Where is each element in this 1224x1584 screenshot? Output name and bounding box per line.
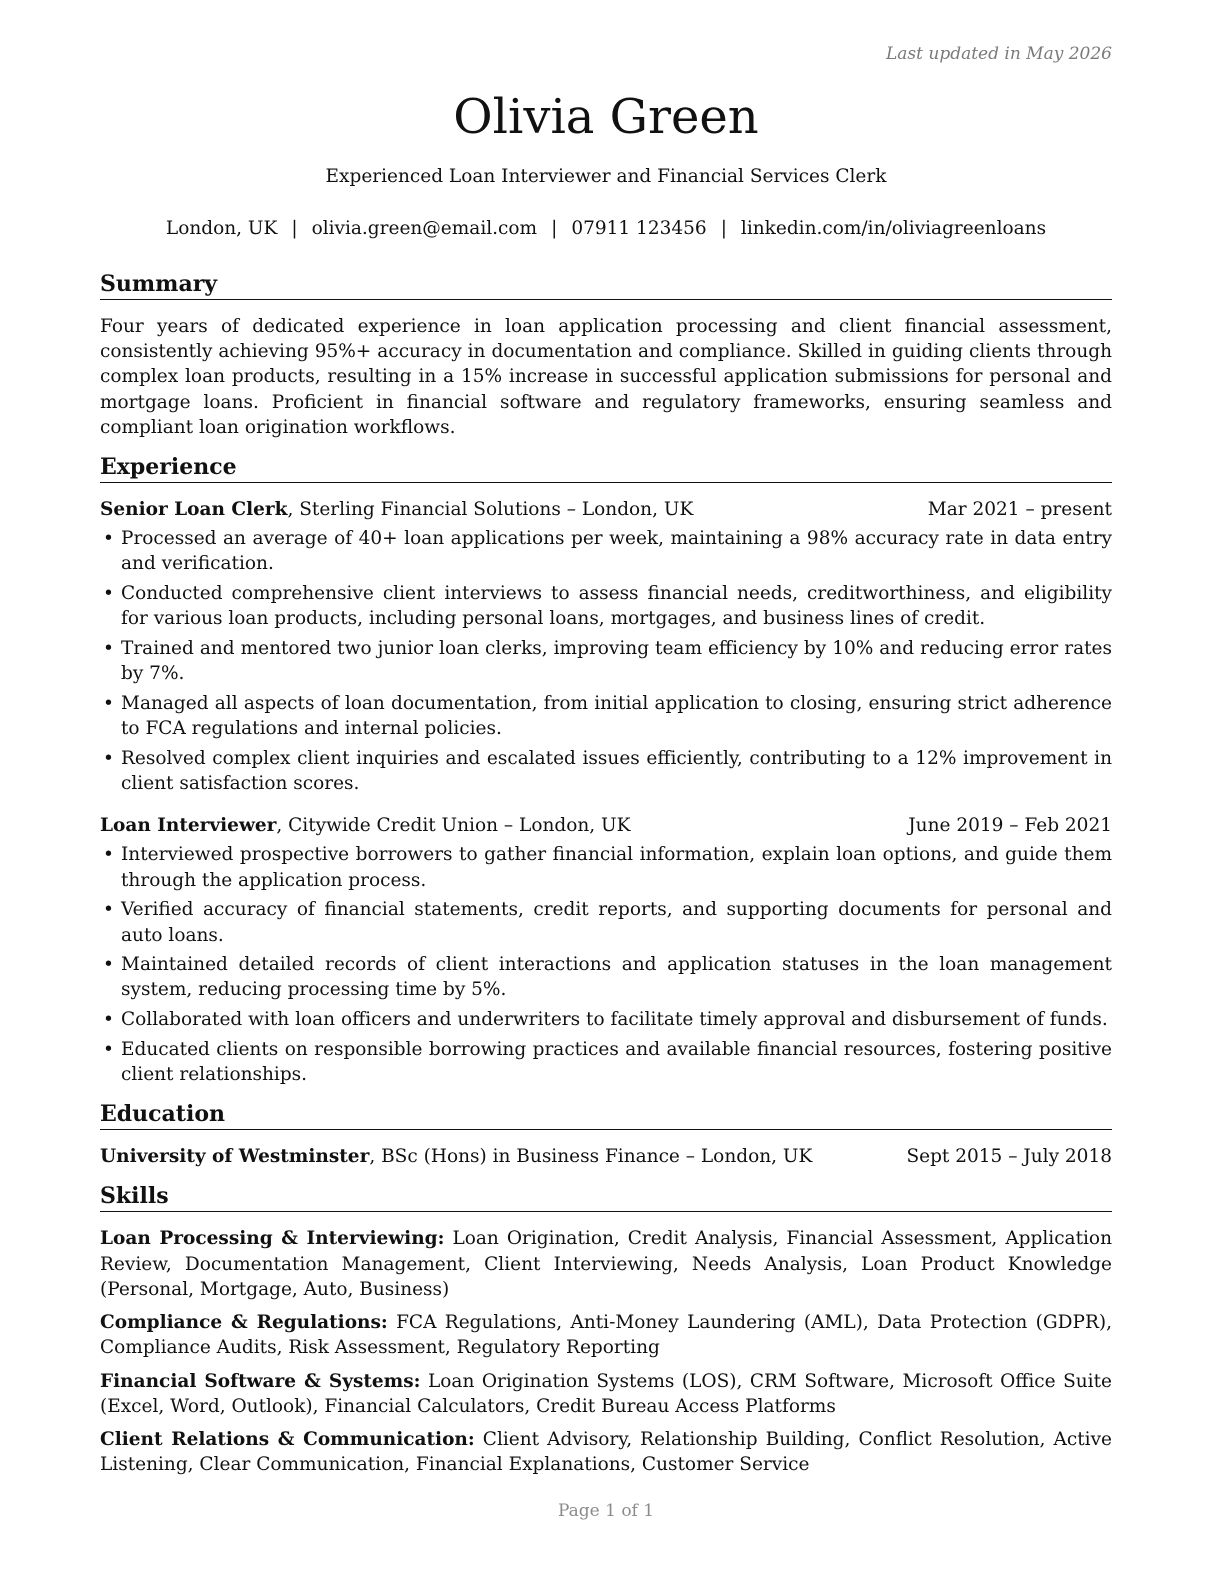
job-bullets	[100, 526, 1112, 796]
job-entry	[100, 813, 1112, 1087]
bullet-text: Maintained detailed records of client interactions and application statuses in the loan management system, reducing processing time by 5%.	[121, 954, 1112, 1001]
list-item	[100, 691, 1112, 741]
list-item	[100, 526, 1112, 576]
contact-line	[100, 218, 1112, 239]
skill-group	[100, 1310, 1112, 1360]
bullet-icon: •	[103, 528, 114, 550]
skill-group-items: Client Advisory, Relationship Building, Conflict Resolution, Active Listening, Clear Communication, Financial Explanations, Customer Service	[100, 1428, 1112, 1476]
skill-group-label: Loan Processing & Interviewing:	[100, 1228, 445, 1250]
job-header	[100, 813, 1112, 838]
education-dates: Sept 2015 – July 2018	[906, 1146, 1112, 1168]
education-title-line	[100, 1144, 812, 1169]
job-bullets	[100, 842, 1112, 1087]
bullet-icon: •	[103, 954, 114, 976]
bullet-text: Resolved complex client inquiries and escalated issues efficiently, contributing to a 12% improvement in client satisfaction scores.	[121, 747, 1112, 795]
skill-group	[100, 1427, 1112, 1477]
skill-group	[100, 1369, 1112, 1419]
experience-section	[100, 453, 1112, 1087]
list-item	[100, 1037, 1112, 1087]
bullet-icon: •	[103, 692, 114, 714]
bullet-icon: •	[103, 583, 114, 605]
skills-section	[100, 1182, 1112, 1477]
last-updated: Last updated in May 2026	[885, 44, 1112, 64]
candidate-name: Olivia Green	[453, 89, 759, 145]
skill-group-label: Compliance & Regulations:	[100, 1312, 388, 1334]
job-role: Senior Loan Clerk	[100, 499, 288, 521]
contact-location: London, UK	[165, 218, 278, 239]
bullet-text: Interviewed prospective borrowers to gather financial information, explain loan options, and guide them through the application process.	[121, 844, 1112, 891]
job-dates: June 2019 – Feb 2021	[908, 815, 1112, 837]
contact-linkedin[interactable]: linkedin.com/in/oliviagreenloans	[740, 218, 1047, 239]
headline: Experienced Loan Interviewer and Financial Services Clerk	[325, 166, 887, 187]
skill-group-label: Financial Software & Systems:	[100, 1370, 421, 1392]
job-org: , Sterling Financial Solutions – London, UK	[287, 499, 694, 521]
job-header	[100, 497, 1112, 522]
job-org: , Citywide Credit Union – London, UK	[276, 815, 631, 837]
contact-email[interactable]: olivia.green@email.com	[311, 218, 538, 239]
job-role: Loan Interviewer	[100, 815, 277, 837]
bullet-text: Processed an average of 40+ loan applications per week, maintaining a 98% accuracy rate in data entry and verification.	[121, 528, 1112, 575]
contact-separator: |	[551, 218, 558, 239]
list-item	[100, 952, 1112, 1002]
job-title-line	[100, 813, 630, 838]
page-number: Page 1 of 1	[557, 1501, 655, 1521]
bullet-icon: •	[103, 844, 114, 866]
bullet-text: Managed all aspects of loan documentation, from initial application to closing, ensuring strict adherence to FCA regulations and internal policies.	[121, 692, 1112, 740]
bullet-icon: •	[103, 747, 114, 769]
section-title-skills: Skills	[100, 1182, 1112, 1212]
bullet-text: Educated clients on responsible borrowing practices and available financial resources, fostering positive client relationships.	[121, 1038, 1112, 1086]
education-detail: , BSc (Hons) in Business Finance – London, UK	[369, 1146, 813, 1168]
bullet-icon: •	[103, 899, 114, 921]
section-title-experience: Experience	[100, 453, 1112, 483]
bullet-icon: •	[103, 1009, 114, 1031]
contact-separator: |	[720, 218, 727, 239]
education-school: University of Westminster	[100, 1146, 370, 1168]
bullet-text: Trained and mentored two junior loan clerks, improving team efficiency by 10% and reducing error rates by 7%.	[121, 638, 1112, 685]
bullet-text: Conducted comprehensive client interviews to assess financial needs, creditworthiness, and eligibility for various loan products, including personal loans, mortgages, and business lines of credit.	[121, 583, 1112, 630]
list-item	[100, 842, 1112, 892]
skill-group-items: Loan Origination Systems (LOS), CRM Software, Microsoft Office Suite (Excel, Word, Outlook), Financial Calculators, Credit Bureau Access Platforms	[100, 1370, 1112, 1417]
education-entry	[100, 1144, 1112, 1169]
section-title-summary: Summary	[100, 270, 1112, 300]
skill-group-label: Client Relations & Communication:	[100, 1428, 475, 1450]
job-entry	[100, 497, 1112, 796]
bullet-text: Verified accuracy of financial statements, credit reports, and supporting documents for personal and auto loans.	[121, 899, 1112, 946]
list-item	[100, 897, 1112, 947]
bullet-icon: •	[103, 1038, 114, 1060]
bullet-text: Collaborated with loan officers and underwriters to facilitate timely approval and disbursement of funds.	[121, 1009, 1108, 1031]
contact-phone: 07911 123456	[571, 218, 707, 239]
section-title-education: Education	[100, 1100, 1112, 1130]
skill-group-items: Loan Origination, Credit Analysis, Financial Assessment, Application Review, Documentation Management, Client Interviewing, Needs Analysis, Loan Product Knowledge (Personal, Mortgage, Auto, Business)	[100, 1228, 1112, 1300]
list-item	[100, 1007, 1112, 1032]
list-item	[100, 581, 1112, 631]
resume-page	[100, 0, 1112, 1584]
list-item	[100, 636, 1112, 686]
summary-text: Four years of dedicated experience in loan application processing and client financial assessment, consistently achieving 95%+ accuracy in documentation and compliance. Skilled in guiding clients through complex loan products, resulting in a 15% increase in successful application submissions for personal and mortgage loans. Proficient in financial software and regulatory frameworks, ensuring seamless and compliant loan origination workflows.	[100, 316, 1112, 438]
job-title-line	[100, 497, 693, 522]
job-dates: Mar 2021 – present	[927, 499, 1112, 521]
bullet-icon: •	[103, 638, 114, 660]
list-item	[100, 746, 1112, 796]
skill-group-items: FCA Regulations, Anti-Money Laundering (AML), Data Protection (GDPR), Compliance Audits, Risk Assessment, Regulatory Reporting	[100, 1312, 1112, 1359]
contact-separator: |	[291, 218, 298, 239]
education-section	[100, 1100, 1112, 1169]
skill-group	[100, 1226, 1112, 1302]
resume-content	[100, 270, 1112, 1490]
summary-section	[100, 270, 1112, 440]
